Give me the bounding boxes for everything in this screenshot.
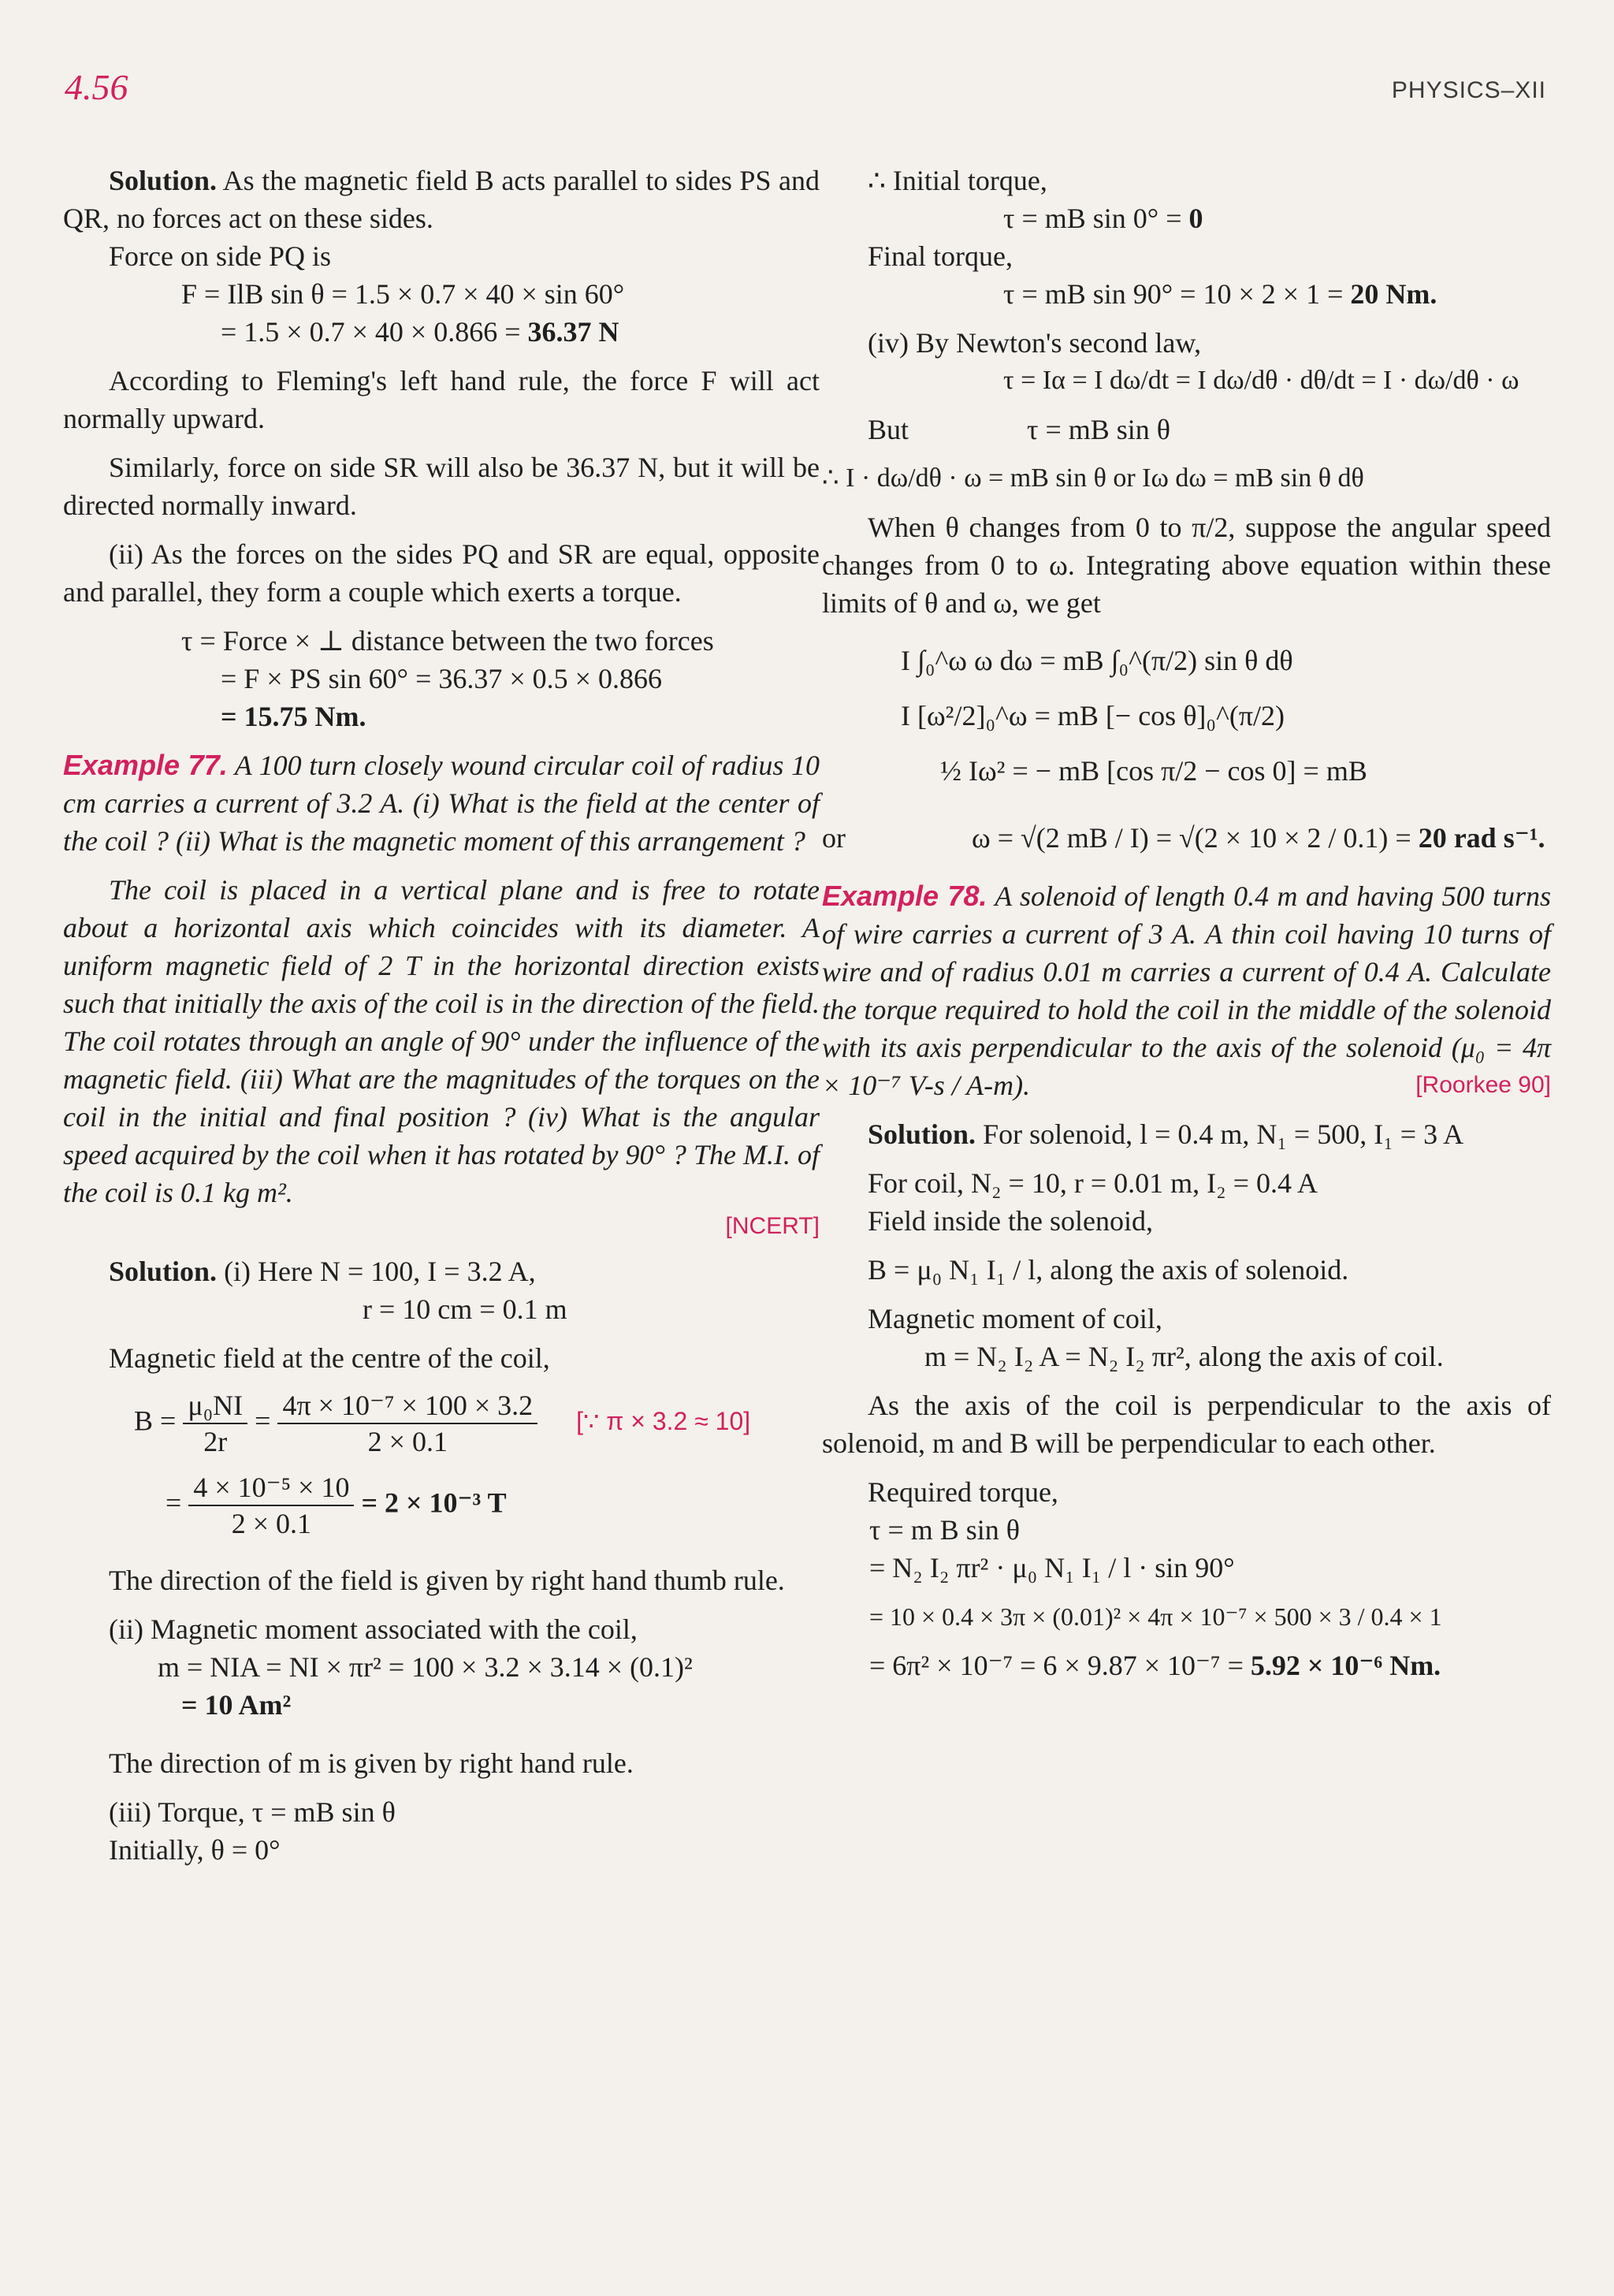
- mag-field-centre-text: Magnetic field at the centre of the coil,: [109, 1342, 550, 1374]
- eq-torque-2: = F × PS sin 60° = 36.37 × 0.5 × 0.866: [221, 663, 662, 694]
- eq-integral-2: I [ω²/2]₀^ω = mB [− cos θ]₀^(π/2): [901, 700, 1285, 731]
- eq-required-torque-3: = 10 × 0.4 × 3π × (0.01)² × 4π × 10⁻⁷ × 500 × 3 / 0.4 × 1: [869, 1602, 1442, 1631]
- example-77-question: Example 77. A 100 turn closely wound circular coil of radius 10 cm carries a current of 3.2 A. (i) What is the field at the center of the coil ? (ii) What is the magnetic moment of this arrangement ?: [63, 749, 820, 857]
- eq-integral-3: ½ Iω² = − mB [cos π/2 − cos 0] = mB: [940, 755, 1367, 787]
- example-77-source: [NCERT]: [725, 1213, 820, 1239]
- eq-moment-2: = 10 Am²: [181, 1689, 292, 1721]
- page-number: 4.56: [65, 67, 128, 107]
- field-inside-text: Field inside the solenoid,: [868, 1205, 1153, 1237]
- perp-text: As the axis of the coil is perpendicular to the axis of solenoid, m and B will be perpendicular to each other.: [822, 1390, 1551, 1459]
- eq-b-field-2: = $\frac{\text{4 × 10⁻⁵ × 10}}{2 \times 0.1}$ = 2 × 10⁻³ T: [165, 1472, 507, 1539]
- initial-torque-text: ∴ Initial torque,: [868, 165, 1047, 196]
- eq-final-torque: τ = mB sin 90° = 10 × 2 × 1 = 20 Nm.: [1003, 278, 1437, 310]
- direction-m-text: The direction of m is given by right hand rule.: [109, 1747, 634, 1779]
- direction-field-text: The direction of the field is given by right hand thumb rule.: [109, 1565, 785, 1596]
- solution-2-given: Solution. (i) Here N = 100, I = 3.2 A,: [109, 1256, 536, 1287]
- eq-b-solenoid: B = μ₀ N₁ I₁ / l, along the axis of solenoid.: [868, 1254, 1349, 1286]
- eq-required-torque-1: τ = m B sin θ: [869, 1514, 1021, 1546]
- eq-integral-1: I ∫₀^ω ω dω = mB ∫₀^(π/2) sin θ dθ: [901, 645, 1293, 676]
- part-ii-moment-text: (ii) Magnetic moment associated with the coil,: [109, 1613, 638, 1645]
- example-78-source: [Roorkee 90]: [1415, 1072, 1551, 1098]
- fleming-text: According to Fleming's left hand rule, the force F will act normally upward.: [63, 365, 820, 434]
- eq-torque-1: τ = Force × ⊥ distance between the two forces: [181, 625, 714, 657]
- similarly-text: Similarly, force on side SR will also be 36.37 N, but it will be directed normally inward.: [63, 452, 820, 521]
- solution-label: Solution.: [109, 165, 218, 196]
- example-77-question-2: The coil is placed in a vertical plane and is free to rotate about a horizontal axis which coincides with its diameter. A uniform magnetic field of 2 T in the horizontal direction exists such that initially the axis of the coil is in the direction of the field. The coil rotates through an angle of 90° under the influence of the magnetic field. (iii) What are the magnitudes of the torques on the coil in the initial and final position ? (iv) What is the angular speed acquired by the coil when it has rotated by 90° ? The M.I. of the coil is 0.1 kg m².: [63, 874, 820, 1208]
- eq-therefore: ∴ I · dω/dθ · ω = mB sin θ or Iω dω = mB sin θ dθ: [822, 463, 1364, 493]
- solution-paragraph: [63, 162, 820, 237]
- example-77-label: Example 77.: [63, 749, 228, 781]
- solution-coil: For coil, N₂ = 10, r = 0.01 m, I₂ = 0.4 A: [868, 1167, 1318, 1199]
- eq-moment-1: m = NIA = NI × πr² = 100 × 3.2 × 3.14 × (0.1)²: [158, 1651, 693, 1683]
- right-column: [822, 162, 1551, 1684]
- mm-coil-text: Magnetic moment of coil,: [868, 1303, 1162, 1334]
- eq-newton: τ = Iα = I dω/dt = I dω/dθ · dθ/dt = I · dω/dθ · ω: [1003, 366, 1519, 395]
- eq-required-torque-4: = 6π² × 10⁻⁷ = 6 × 9.87 × 10⁻⁷ = 5.92 × 10⁻⁶ Nm.: [869, 1650, 1441, 1681]
- pi-note: [∵ π × 3.2 ≈ 10]: [576, 1407, 751, 1436]
- when-text: When θ changes from 0 to π/2, suppose the angular speed changes from 0 to ω. Integrating above equation within these limits of θ and ω, we get: [822, 512, 1551, 619]
- example-78-label: Example 78.: [822, 880, 987, 912]
- eq-force-1: F = IlB sin θ = 1.5 × 0.7 × 40 × sin 60°: [181, 278, 625, 310]
- initially-text: Initially, θ = 0°: [109, 1834, 281, 1866]
- solution-intro: As the magnetic field B acts parallel to sides PS and QR, no forces act on these sides.: [63, 165, 820, 234]
- part-ii-text: (ii) As the forces on the sides PQ and SR are equal, opposite and parallel, they form a couple which exerts a torque.: [63, 538, 820, 608]
- required-torque-text: Required torque,: [868, 1476, 1058, 1508]
- eq-required-torque-2: = N₂ I₂ πr² · μ₀ N₁ I₁ / l · sin 90°: [869, 1552, 1235, 1583]
- eq-force-2: = 1.5 × 0.7 × 40 × 0.866 = 36.37 N: [221, 316, 619, 348]
- example-78-question: Example 78. A solenoid of length 0.4 m and having 500 turns of wire carries a current of 3 A. A thin coil having 10 turns of wire and of radius 0.01 m carries a current of 0.4 A. Calculate the torque required to hold the coil in the middle of the solenoid with its axis perpendicular to the axis of the solenoid (μ₀ = 4π × 10⁻⁷ V-s / A-m). [Roorkee 90]: [822, 877, 1551, 1104]
- part-iv-text: (iv) By Newton's second law,: [868, 327, 1202, 359]
- but-line: But τ = mB sin θ: [868, 414, 1171, 445]
- force-pq-text: Force on side PQ is: [109, 240, 331, 272]
- eq-omega: or ω = √(2 mB / I) = √(2 × 10 × 2 / 0.1) = 20 rad s⁻¹.: [822, 822, 1545, 854]
- solution-solenoid: Solution. For solenoid, l = 0.4 m, N₁ = 500, I₁ = 3 A: [868, 1118, 1464, 1150]
- part-iii-text: (iii) Torque, τ = mB sin θ: [109, 1796, 396, 1828]
- solution-2-radius: r = 10 cm = 0.1 m: [363, 1293, 567, 1325]
- eq-torque-3: = 15.75 Nm.: [221, 701, 366, 732]
- eq-initial-torque: τ = mB sin 0° = 0: [1003, 203, 1203, 234]
- eq-mm-coil: m = N₂ I₂ A = N₂ I₂ πr², along the axis of coil.: [924, 1341, 1444, 1372]
- eq-force-result: 36.37 N: [527, 316, 619, 348]
- left-column: [63, 162, 820, 1869]
- eq-b-field: B = $\frac{\text{μ₀NI}}{2r}$ = $\frac{\text{4π × 10⁻⁷ × 100 × 3.2}}{2 \times 0.1}$ [∵ π × 3.2 ≈ 10]: [134, 1390, 751, 1457]
- running-head: PHYSICS–XII: [1391, 77, 1546, 103]
- final-torque-text: Final torque,: [868, 240, 1013, 272]
